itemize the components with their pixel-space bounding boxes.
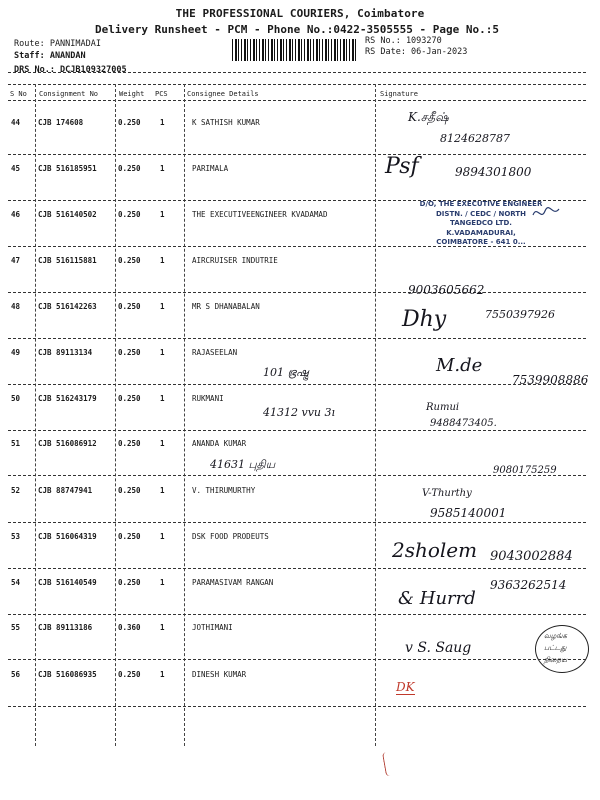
signature-text: 2sholem: [392, 538, 478, 562]
pieces-count: 1: [160, 486, 165, 495]
weight-value: 0.250: [118, 394, 141, 403]
signature-phone: 9043002884: [490, 549, 573, 564]
weight-value: 0.250: [118, 302, 141, 311]
row-divider: [8, 154, 586, 155]
consignment-number: CJB 174608: [38, 118, 84, 127]
serial-number: 53: [11, 532, 21, 541]
rs-number: RS No.: 1093270: [365, 36, 442, 46]
col-consignment: Consignment No: [39, 90, 99, 98]
col-signature: Signature: [380, 90, 418, 98]
signature-text: K.சதீஷ்: [408, 110, 449, 124]
weight-value: 0.250: [118, 578, 141, 587]
table-row: [0, 486, 600, 498]
consignee-name: ANANDA KUMAR: [192, 439, 247, 448]
consignment-number: CJB 89113186: [38, 623, 93, 632]
signature-text: M.de: [436, 355, 483, 376]
consignment-number: CJB 516140502: [38, 210, 97, 219]
serial-number: 54: [11, 578, 21, 587]
row-divider: [8, 659, 586, 660]
pieces-count: 1: [160, 532, 165, 541]
table-row: [0, 532, 600, 544]
weight-value: 0.250: [118, 210, 141, 219]
consignee-name: RUKMANI: [192, 394, 224, 403]
pieces-count: 1: [160, 164, 165, 173]
tamil-note-oval: [535, 625, 589, 673]
pen-mark: [382, 751, 395, 776]
col-pcs: PCS: [155, 90, 168, 98]
serial-number: 47: [11, 256, 21, 265]
sheet-title: Delivery Runsheet - PCM - Phone No.:0422-3505555 - Page No.:5: [95, 23, 499, 36]
table-row: [0, 439, 600, 451]
serial-number: 56: [11, 670, 21, 679]
oval-text: வழங்க: [544, 632, 567, 640]
col-sno: S No: [10, 90, 27, 98]
row-divider: [8, 522, 586, 523]
weight-value: 0.250: [118, 348, 141, 357]
col-consignee: Consignee Details: [187, 90, 259, 98]
table-row: [0, 394, 600, 406]
signature-text: V-Thurthy: [422, 488, 472, 499]
serial-number: 52: [11, 486, 21, 495]
row-divider: [8, 706, 586, 707]
signature-phone: 9894301800: [455, 165, 532, 179]
weight-value: 0.250: [118, 439, 141, 448]
consignee-name: MR S DHANABALAN: [192, 302, 260, 311]
stamp-line: DISTN. / CEDC / NORTH: [436, 209, 526, 218]
stamp-line: D/O, THE EXECUTIVE ENGINEER: [419, 200, 543, 208]
serial-number: 44: [11, 118, 21, 127]
signature-text: v S. Saug: [405, 640, 472, 656]
row-divider: [8, 614, 586, 615]
drs-label: DRS No.: DCJB109327005: [14, 65, 127, 75]
oval-text: நிறைய: [544, 656, 568, 664]
dk-mark: DK: [396, 680, 415, 694]
pieces-count: 1: [160, 623, 165, 632]
col-separator: [375, 84, 376, 746]
rs-info: [365, 36, 467, 58]
consignment-number: CJB 88747941: [38, 486, 93, 495]
signature-phone: 9585140001: [430, 506, 507, 520]
consignee-name: JOTHIMANI: [192, 623, 233, 632]
row-divider: [8, 384, 586, 385]
col-separator: [35, 84, 36, 746]
pieces-count: 1: [160, 578, 165, 587]
weight-value: 0.250: [118, 670, 141, 679]
stamp-line: TANGEDCO LTD.: [450, 219, 512, 227]
serial-number: 49: [11, 348, 21, 357]
consignee-name: RAJASEELAN: [192, 348, 238, 357]
col-separator: [184, 84, 185, 746]
oval-text: பட்டது: [544, 644, 567, 652]
header-divider: [8, 84, 586, 85]
signature-text: & Hurrd: [398, 588, 476, 609]
serial-number: 50: [11, 394, 21, 403]
barcode: [232, 39, 357, 61]
pieces-count: 1: [160, 118, 165, 127]
serial-number: 46: [11, 210, 21, 219]
consignee-name: DSK FOOD PRODEUTS: [192, 532, 269, 541]
consignee-name: V. THIRUMURTHY: [192, 486, 256, 495]
consignee-name: PARAMASIVAM RANGAN: [192, 578, 274, 587]
consignment-number: CJB 516185951: [38, 164, 97, 173]
pieces-count: 1: [160, 348, 165, 357]
weight-value: 0.250: [118, 256, 141, 265]
weight-value: 0.250: [118, 486, 141, 495]
pieces-count: 1: [160, 256, 165, 265]
signature-phone: 9080175259: [493, 465, 557, 476]
rs-date: RS Date: 06-Jan-2023: [365, 47, 468, 57]
consignee-name: PARIMALA: [192, 164, 229, 173]
serial-number: 51: [11, 439, 21, 448]
table-row: [0, 670, 600, 682]
consignee-name: THE EXECUTIVEENGINEER KVADAMAD: [192, 210, 328, 219]
handwritten-note: 101 ഭ്രഷ്ട്ര: [263, 366, 308, 379]
pieces-count: 1: [160, 210, 165, 219]
consignment-number: CJB 516140549: [38, 578, 97, 587]
consignment-number: CJB 516243179: [38, 394, 97, 403]
pieces-count: 1: [160, 394, 165, 403]
table-row: [0, 348, 600, 360]
row-divider: [8, 292, 586, 293]
consignment-number: CJB 516086912: [38, 439, 97, 448]
signature-text: Psf: [385, 154, 419, 179]
weight-value: 0.250: [118, 532, 141, 541]
weight-value: 0.250: [118, 118, 141, 127]
consignee-name: K SATHISH KUMAR: [192, 118, 260, 127]
pieces-count: 1: [160, 670, 165, 679]
signature-phone: 8124628787: [440, 132, 510, 145]
route-label: Route: PANNIMADAI: [14, 39, 101, 49]
consignment-number: CJB 516086935: [38, 670, 97, 679]
handwritten-note: 41631 புதிய: [210, 458, 276, 471]
handwritten-note: 41312 vvu 3ı: [263, 406, 336, 419]
stamp-line: K.VADAMADURAI,: [446, 228, 516, 237]
serial-number: 55: [11, 623, 21, 632]
signature-phone: 7539908886: [512, 373, 589, 387]
signature-phone: 9488473405.: [430, 418, 497, 429]
header-divider-top: [8, 72, 586, 73]
row-divider: [8, 430, 586, 431]
pieces-count: 1: [160, 302, 165, 311]
staff-label: Staff: ANANDAN: [14, 51, 86, 61]
table-row: [0, 118, 600, 130]
weight-value: 0.250: [118, 164, 141, 173]
serial-number: 48: [11, 302, 21, 311]
weight-value: 0.360: [118, 623, 141, 632]
serial-number: 45: [11, 164, 21, 173]
stamp-line: COIMBATORE - 641 0...: [436, 238, 526, 246]
signature-phone: 9363262514: [490, 578, 567, 592]
row-divider: [8, 568, 586, 569]
row-divider: [8, 338, 586, 339]
pieces-count: 1: [160, 439, 165, 448]
col-separator: [115, 84, 116, 746]
stamp-signature: [531, 203, 561, 223]
company-title: THE PROFESSIONAL COURIERS, Coimbatore: [175, 7, 425, 20]
signature-text: Rumui: [426, 402, 460, 413]
column-divider: [8, 100, 586, 101]
col-weight: Weight: [119, 90, 145, 98]
signature-text: Dhy: [402, 307, 447, 332]
signature-phone: 9003605662: [408, 283, 485, 297]
route-info: [14, 38, 127, 76]
consignee-name: AIRCRUISER INDUTRIE: [192, 256, 278, 265]
consignment-number: CJB 516064319: [38, 532, 97, 541]
signature-phone: 7550397926: [485, 308, 555, 321]
consignment-number: CJB 516142263: [38, 302, 97, 311]
consignment-number: CJB 516115881: [38, 256, 97, 265]
consignment-number: CJB 89113134: [38, 348, 93, 357]
consignee-name: DINESH KUMAR: [192, 670, 247, 679]
table-row: [0, 623, 600, 635]
